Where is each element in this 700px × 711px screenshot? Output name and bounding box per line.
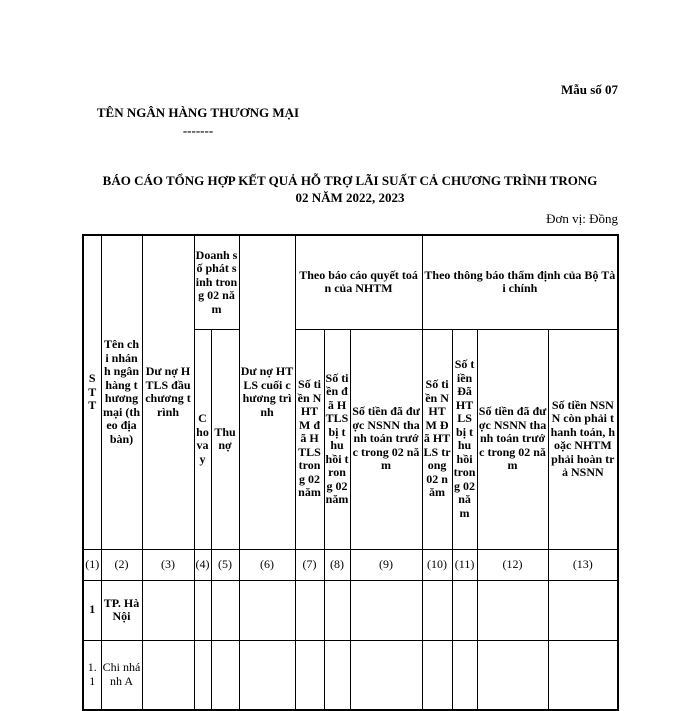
cell xyxy=(548,580,618,640)
col-index: (2) xyxy=(101,549,142,580)
col-index: (13) xyxy=(548,549,618,580)
header-stt: STT xyxy=(83,235,101,549)
col-index: (3) xyxy=(142,549,194,580)
col-index: (9) xyxy=(350,549,422,580)
cell xyxy=(477,580,548,640)
col-index: (4) xyxy=(194,549,211,580)
header-col13: Số tiền NSNN còn phải thanh toán, hoặc NHTM phải hoàn trả NSNN xyxy=(548,329,618,549)
bank-name-block xyxy=(88,105,308,139)
report-title-line-1: BÁO CÁO TỔNG HỢP KẾT QUẢ HỖ TRỢ LÃI SUẤT CẢ CHƯƠNG TRÌNH TRONG xyxy=(102,173,598,188)
col-index: (6) xyxy=(239,549,295,580)
report-title-line-2: 02 NĂM 2022, 2023 xyxy=(295,190,405,205)
header-repay: Thu nợ xyxy=(211,329,239,549)
cell xyxy=(324,580,350,640)
cell xyxy=(452,580,477,640)
row-stt: 1.1 xyxy=(83,640,101,710)
header-col7: Số tiền NHTM đã HTLS trong 02 năm xyxy=(295,329,324,549)
report-title xyxy=(80,172,620,206)
form-number: Mẫu số 07 xyxy=(560,82,618,97)
row-name: Chi nhánh A xyxy=(101,640,142,710)
cell xyxy=(239,580,295,640)
col-index: (10) xyxy=(422,549,452,580)
cell xyxy=(422,580,452,640)
header-row-1 xyxy=(83,235,618,329)
header-col8: Số tiền đã HTLS bị thu hồi trong 02 năm xyxy=(324,329,350,549)
row-stt: 1 xyxy=(83,580,101,640)
cell xyxy=(350,580,422,640)
header-turnover-group: Doanh số phát sinh trong 02 năm xyxy=(194,235,239,329)
header-closing-balance: Dư nợ HTLS cuối chương trình xyxy=(239,235,295,549)
header-loan: Cho vay xyxy=(194,329,211,549)
col-index: (11) xyxy=(452,549,477,580)
cell xyxy=(295,580,324,640)
cell xyxy=(142,580,194,640)
cell xyxy=(194,580,211,640)
col-index: (7) xyxy=(295,549,324,580)
col-index: (1) xyxy=(83,549,101,580)
bank-separator: ------- xyxy=(182,123,214,138)
col-index: (5) xyxy=(211,549,239,580)
header-branch-name: Tên chi nhánh ngân hàng thương mại (theo địa bàn) xyxy=(101,235,142,549)
table-row xyxy=(83,580,618,640)
report-table xyxy=(82,234,619,711)
col-index: (8) xyxy=(324,549,350,580)
header-col11: Số tiền Đã HTLS bị thu hồi trong 02 năm xyxy=(452,329,477,549)
bank-name: TÊN NGÂN HÀNG THƯƠNG MẠI xyxy=(96,105,300,120)
header-col12: Số tiền đã được NSNN thanh toán trước trong 02 năm xyxy=(477,329,548,549)
header-opening-balance: Dư nợ HTLS đầu chương trình xyxy=(142,235,194,549)
header-bank-report-group: Theo báo cáo quyết toán của NHTM xyxy=(295,235,422,329)
currency-unit: Đơn vị: Đồng xyxy=(546,211,618,226)
row-name: TP. Hà Nội xyxy=(101,580,142,640)
cell xyxy=(211,580,239,640)
header-ministry-group: Theo thông báo thẩm định của Bộ Tài chính xyxy=(422,235,618,329)
column-index-row xyxy=(83,549,618,580)
col-index: (12) xyxy=(477,549,548,580)
header-col9: Số tiền đã được NSNN thanh toán trước trong 02 năm xyxy=(350,329,422,549)
header-col10: Số tiền NHTM Đã HTLS trong 02 năm xyxy=(422,329,452,549)
